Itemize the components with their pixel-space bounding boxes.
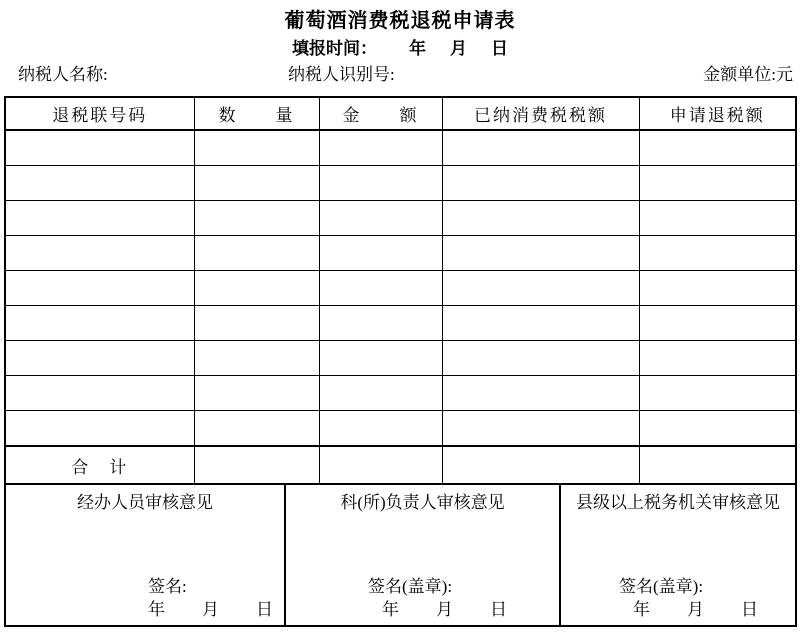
total-cell-empty [319,446,442,483]
taxpayer-name-label: 纳税人名称: [18,65,108,84]
table-cell-empty [319,271,442,306]
table-cell-empty [6,130,194,166]
date-line [619,600,758,619]
table-cell-empty [442,236,639,271]
sign-label: 签名(盖章): [368,577,453,596]
form-title: 葡萄酒消费税退税申请表 [284,10,516,32]
table-cell-empty [6,411,194,447]
day-label: 日 [491,39,508,58]
table-cell-empty [442,201,639,236]
table-cell-empty [639,341,795,376]
sign-block [368,577,507,619]
table-cell-empty [639,130,795,166]
col-header-quantity: 数 量 [194,98,319,130]
year-label: 年 [633,600,650,619]
review-sections [6,483,795,625]
table-cell-empty [194,130,319,166]
table-cell-empty [442,376,639,411]
table-row [6,341,795,376]
table-cell-empty [6,201,194,236]
table-cell-empty [6,271,194,306]
table-cell-empty [6,166,194,201]
table-cell-empty [639,271,795,306]
day-label: 日 [256,600,273,619]
review-box-handler [6,485,284,625]
table-row [6,201,795,236]
table-cell-empty [442,271,639,306]
table-cell-empty [6,341,194,376]
form-table-wrapper [4,96,797,627]
table-cell-empty [639,306,795,341]
table-cell-empty [319,411,442,447]
total-cell-empty [194,446,319,483]
year-label: 年 [148,600,165,619]
table-cell-empty [639,376,795,411]
table-cell-empty [6,236,194,271]
table-cell-empty [319,130,442,166]
table-cell-empty [194,271,319,306]
table-cell-empty [194,341,319,376]
review-box-section-chief [284,485,559,625]
date-line [148,600,273,619]
table-cell-empty [194,376,319,411]
sign-block [148,577,273,619]
table-row [6,376,795,411]
table-cell-empty [442,411,639,447]
table-body [6,130,795,446]
table-cell-empty [194,236,319,271]
table-header-row [6,98,795,130]
month-label: 月 [687,600,704,619]
table-row [6,411,795,447]
table-row [6,306,795,341]
year-label: 年 [382,600,399,619]
fill-time-line [0,38,800,59]
review-title: 县级以上税务机关审核意见 [576,493,780,512]
col-header-refund-number: 退税联号码 [6,98,194,130]
month-label: 月 [450,39,467,58]
table-row [6,236,795,271]
table-cell-empty [194,306,319,341]
table-row [6,166,795,201]
table-cell-empty [442,306,639,341]
total-cell-empty [639,446,795,483]
table-cell-empty [639,236,795,271]
day-label: 日 [490,600,507,619]
date-line [368,600,507,619]
table-cell-empty [319,236,442,271]
review-title: 科(所)负责人审核意见 [340,493,505,512]
table-cell-empty [194,166,319,201]
table-cell-empty [442,130,639,166]
sign-label: 签名(盖章): [619,577,704,596]
sign-label: 签名: [148,577,187,596]
table-cell-empty [319,306,442,341]
table-cell-empty [442,341,639,376]
table-cell-empty [319,201,442,236]
total-cell-empty [442,446,639,483]
fill-time-label: 填报时间： [292,39,377,58]
month-label: 月 [202,600,219,619]
table-cell-empty [194,411,319,447]
table-cell-empty [319,166,442,201]
total-label-cell: 合 计 [6,446,194,483]
col-header-tax-paid: 已纳消费税税额 [442,98,639,130]
table-cell-empty [194,201,319,236]
table-row [6,130,795,166]
refund-table [6,98,795,483]
table-cell-empty [639,411,795,447]
day-label: 日 [741,600,758,619]
table-cell-empty [442,166,639,201]
table-cell-empty [6,306,194,341]
col-header-refund-requested: 申请退税额 [639,98,795,130]
table-row [6,271,795,306]
amount-unit-label: 金额单位:元 [703,65,793,84]
table-cell-empty [6,376,194,411]
table-cell-empty [319,341,442,376]
year-label: 年 [409,39,426,58]
review-box-tax-authority [559,485,795,625]
review-title: 经办人员审核意见 [77,493,213,512]
fill-time-date [409,38,508,59]
taxpayer-id-label: 纳税人识别号: [288,65,395,84]
table-cell-empty [639,201,795,236]
col-header-amount: 金 额 [319,98,442,130]
meta-line [0,64,800,86]
month-label: 月 [436,600,453,619]
total-row [6,446,795,483]
table-cell-empty [639,166,795,201]
sign-block [619,577,758,619]
table-cell-empty [319,376,442,411]
